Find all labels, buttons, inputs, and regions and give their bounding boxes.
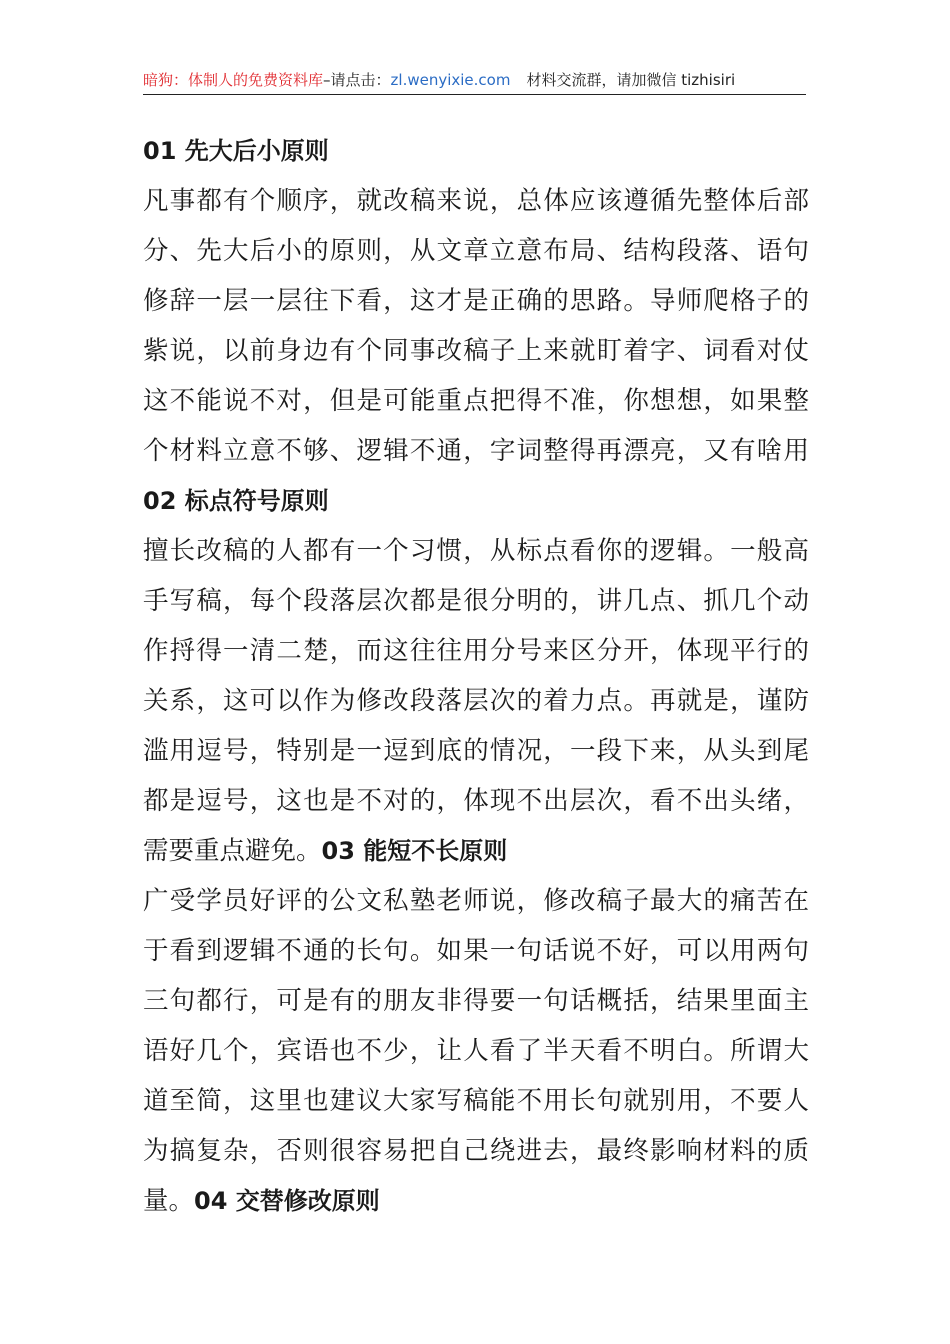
paragraph-tail-text: 需要重点避免。 xyxy=(143,836,322,866)
paragraph-line: 擅长改稿的人都有一个习惯，从标点看你的逻辑。一般高 xyxy=(143,536,809,566)
paragraph-line: 紫说，以前身边有个同事改稿子上来就盯着字、词看对仗 xyxy=(143,336,809,366)
paragraph-line: 滥用逗号，特别是一逗到底的情况，一段下来，从头到尾 xyxy=(143,736,809,766)
paragraph-line: 广受学员好评的公文私塾老师说，修改稿子最大的痛苦在 xyxy=(143,886,809,916)
paragraph-line: 分、先大后小的原则，从文章立意布局、结构段落、语句 xyxy=(143,236,809,266)
page-header xyxy=(143,68,806,95)
paragraph-line: 关系，这可以作为修改段落层次的着力点。再就是，谨防 xyxy=(143,686,809,716)
paragraph-tail-text: 量。 xyxy=(143,1186,195,1216)
paragraph-line: 于看到逻辑不通的长句。如果一句话说不好，可以用两句 xyxy=(143,936,809,966)
section-heading-2 xyxy=(143,476,809,526)
paragraph-line: 道至简，这里也建议大家写稿能不用长句就别用，不要人 xyxy=(143,1086,809,1116)
section-heading-4: 04 交替修改原则 xyxy=(194,1187,380,1215)
paragraph-line: 语好几个，宾语也不少，让人看了半天看不明白。所谓大 xyxy=(143,1036,809,1066)
document-body xyxy=(143,126,809,1226)
heading-text: 01 先大后小原则 xyxy=(143,137,329,165)
paragraph-line: 个材料立意不够、逻辑不通，字词整得再漂亮，又有啥用 xyxy=(143,436,809,466)
header-group-text: 材料交流群，请加微信 tizhisiri xyxy=(526,71,736,89)
paragraph-line: 作捋得一清二楚，而这往往用分号来区分开，体现平行的 xyxy=(143,636,809,666)
paragraph-line: 凡事都有个顺序，就改稿来说，总体应该遵循先整体后部 xyxy=(143,186,809,216)
paragraph-line: 手写稿，每个段落层次都是很分明的，讲几点、抓几个动 xyxy=(143,586,809,616)
paragraph-line: 都是逗号，这也是不对的，体现不出层次，看不出头绪， xyxy=(143,786,809,816)
header-url-link[interactable]: zl.wenyixie.com xyxy=(390,71,511,89)
paragraph-line: 修辞一层一层往下看，这才是正确的思路。导师爬格子的 xyxy=(143,286,809,316)
heading-text: 02 标点符号原则 xyxy=(143,487,329,515)
section-heading-1 xyxy=(143,126,809,176)
paragraph-line-with-heading xyxy=(143,1176,809,1226)
paragraph-line: 三句都行，可是有的朋友非得要一句话概括，结果里面主 xyxy=(143,986,809,1016)
paragraph-line: 这不能说不对，但是可能重点把得不准，你想想，如果整 xyxy=(143,386,809,416)
paragraph-line-with-heading xyxy=(143,826,809,876)
paragraph-line: 为搞复杂，否则很容易把自己绕进去，最终影响材料的质 xyxy=(143,1136,809,1166)
section-heading-3: 03 能短不长原则 xyxy=(321,837,508,865)
header-click-prompt: –请点击： xyxy=(323,71,391,89)
header-site-name: 暗狗：体制人的免费资料库 xyxy=(143,71,324,89)
